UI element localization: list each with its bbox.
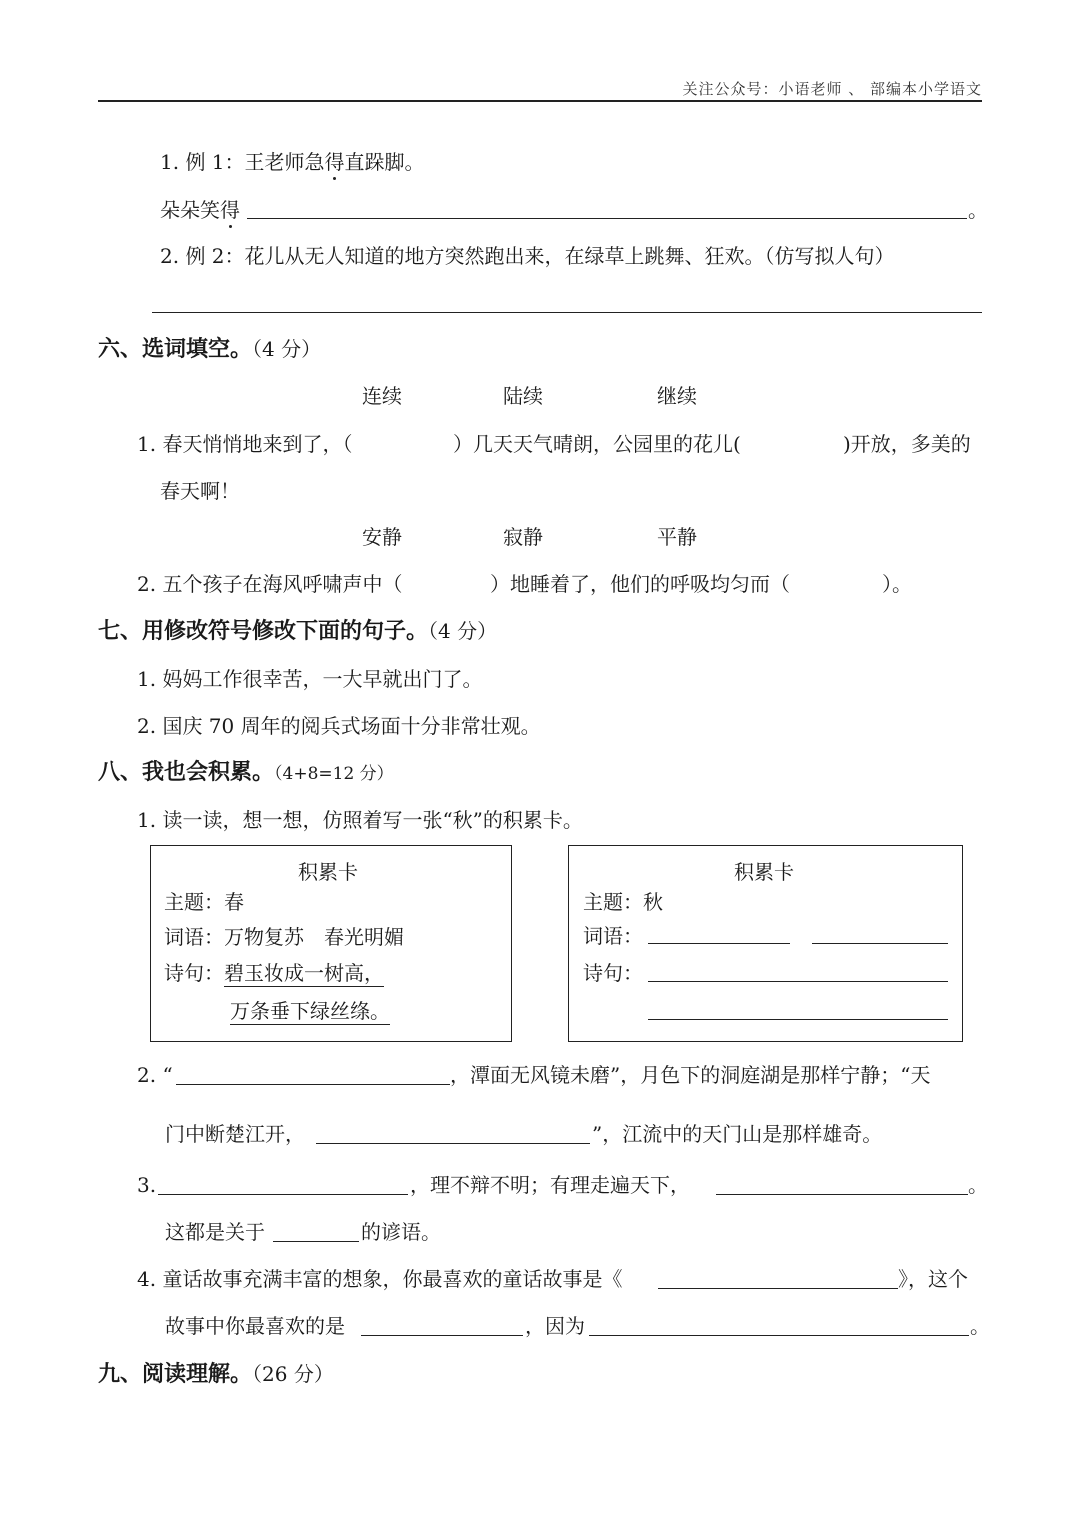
section-8-heading: 八、我也会积累。（4+8=12 分） <box>98 760 394 785</box>
card-poem-label: 诗句： <box>583 961 643 985</box>
q8-3-part-d: 这都是关于 <box>165 1220 265 1244</box>
q5-1-example: 1. 例 1：王老师急得直跺脚。 <box>160 150 425 174</box>
q6-2-part-c: ）。 <box>882 572 912 596</box>
section-6-heading: 六、选词填空。（4 分） <box>98 337 322 362</box>
q8-2-part-c: 门中断楚江开， <box>165 1122 305 1146</box>
q7-1: 1. 妈妈工作很幸苦，一大早就出门了。 <box>137 667 483 691</box>
q8-2-part-d: ”，江流中的天门山是那样雄奇。 <box>592 1122 883 1146</box>
q5-1-answer-blank[interactable] <box>247 218 967 219</box>
q8-3-part-e: 的谚语。 <box>361 1220 441 1244</box>
q5-2-answer-blank[interactable] <box>152 312 982 313</box>
q6-2-part-b: ）地睡着了，他们的呼吸均匀而（ <box>490 572 790 596</box>
q6-1-part-a: 1. 春天悄悄地来到了，（ <box>137 432 353 456</box>
word-option: 陆续 <box>503 384 543 408</box>
card-poem-blank-1[interactable] <box>648 981 948 982</box>
card-words-blank-2[interactable] <box>812 943 948 944</box>
word-option: 连续 <box>362 384 402 408</box>
q8-2-part-a: 2. “ <box>137 1063 173 1087</box>
q6-2-blank-2[interactable] <box>812 568 882 596</box>
card-title: 积累卡 <box>734 860 794 884</box>
q8-2-part-b: ，潭面无风镜未磨”，月色下的洞庭湖是那样宁静；“天 <box>450 1063 931 1087</box>
word-option: 寂静 <box>503 525 543 549</box>
q8-4-part-e: 。 <box>970 1314 990 1338</box>
q6-1-part-d: 春天啊！ <box>160 479 240 503</box>
card-words-row: 词语：万物复苏 春光明媚 <box>164 925 404 949</box>
q6-2-part-a: 2. 五个孩子在海风呼啸声中（ <box>137 572 403 596</box>
card-poem-row: 诗句：碧玉妆成一树高， <box>164 961 384 985</box>
q6-2-blank-1[interactable] <box>420 568 488 596</box>
q8-4-part-c: 故事中你最喜欢的是 <box>165 1314 345 1338</box>
q8-4-blank-3[interactable] <box>589 1335 969 1336</box>
q8-3-part-a: 3. <box>137 1173 157 1197</box>
q8-4-part-d: ，因为 <box>525 1314 585 1338</box>
q8-3-part-c: 。 <box>968 1173 988 1197</box>
q5-2-example: 2. 例 2：花儿从无人知道的地方突然跑出来，在绿草上跳舞、狂欢。（仿写拟人句） <box>160 244 895 268</box>
card-words-blank-1[interactable] <box>648 943 790 944</box>
card-poem-blank-2[interactable] <box>648 1019 948 1020</box>
q8-4-part-b: 》，这个 <box>898 1267 968 1291</box>
q6-1-part-c: )开放，多美的 <box>843 432 971 456</box>
q8-2-blank-1[interactable] <box>176 1084 450 1085</box>
q8-2-blank-2[interactable] <box>316 1143 590 1144</box>
card-theme: 主题：秋 <box>583 890 663 914</box>
q8-1: 1. 读一读，想一想，仿照着写一张“秋”的积累卡。 <box>137 808 583 832</box>
header-rule <box>98 100 982 102</box>
q8-4-blank-2[interactable] <box>361 1335 523 1336</box>
card-title: 积累卡 <box>298 860 358 884</box>
q8-3-blank-1[interactable] <box>158 1194 408 1195</box>
q8-4-part-a: 4. 童话故事充满丰富的想象，你最喜欢的童话故事是《 <box>137 1267 623 1291</box>
card-words-label: 词语： <box>583 924 643 948</box>
word-option: 平静 <box>657 525 697 549</box>
section-9-heading: 九、阅读理解。（26 分） <box>98 1362 334 1387</box>
page-header-text: 关注公众号：小语老师 、 部编本小学语文 <box>682 80 982 98</box>
q6-1-blank-1[interactable] <box>375 428 453 456</box>
q8-3-part-b: ，理不辩不明；有理走遍天下， <box>410 1173 690 1197</box>
q6-1-part-b: ）几天天气晴朗，公园里的花儿( <box>453 432 741 456</box>
q8-4-blank-1[interactable] <box>658 1288 898 1289</box>
q6-1-blank-2[interactable] <box>765 428 843 456</box>
q8-3-blank-3[interactable] <box>273 1241 359 1242</box>
word-option: 继续 <box>657 384 697 408</box>
section-7-heading: 七、用修改符号修改下面的句子。（4 分） <box>98 619 498 644</box>
q5-1-period: 。 <box>968 198 988 222</box>
q8-3-blank-2[interactable] <box>716 1194 968 1195</box>
card-theme: 主题：春 <box>164 890 244 914</box>
card-poem-line-2: 万条垂下绿丝绦。 <box>230 999 390 1023</box>
q5-1-prompt: 朵朵笑得 <box>160 198 240 222</box>
word-option: 安静 <box>362 525 402 549</box>
q7-2: 2. 国庆 70 周年的阅兵式场面十分非常壮观。 <box>137 714 541 738</box>
